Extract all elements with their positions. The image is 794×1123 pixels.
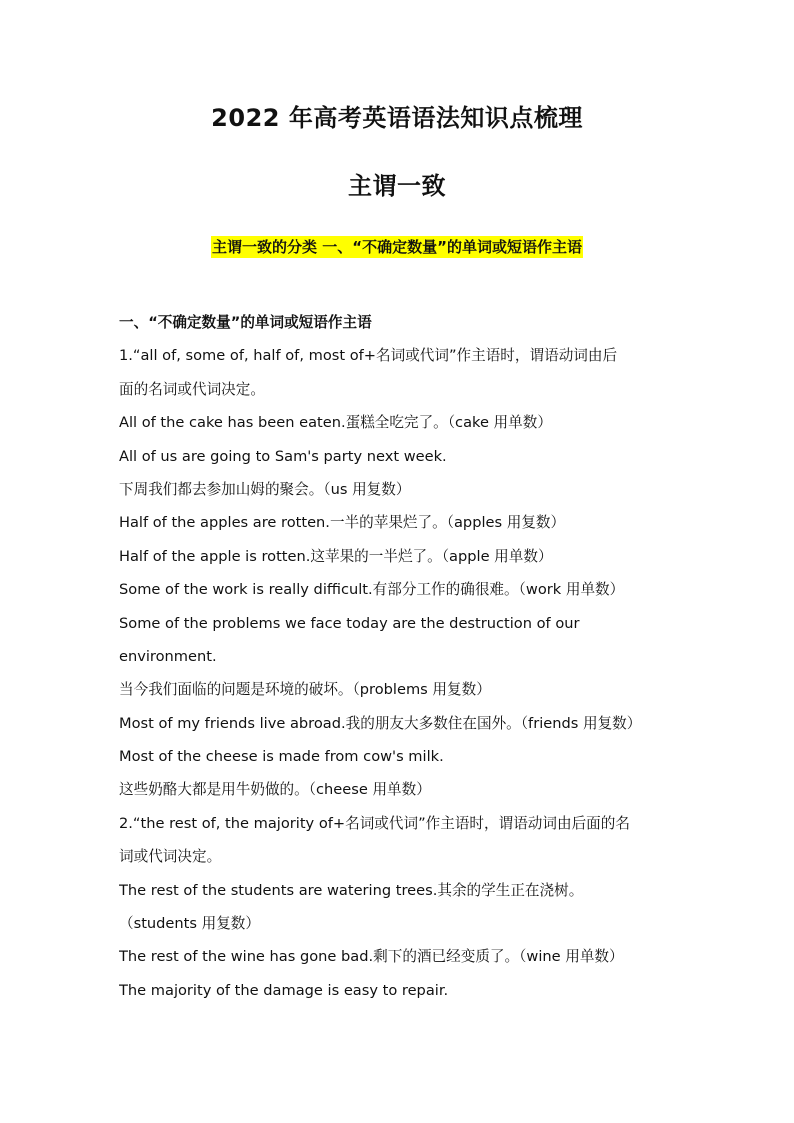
body-line: The majority of the damage is easy to repair. xyxy=(119,981,449,999)
body-line: 词或代词决定。 xyxy=(119,848,222,866)
body-line: environment. xyxy=(119,647,217,665)
document-title: 2022 年高考英语语法知识点梳理 xyxy=(211,104,583,132)
document-subtitle: 主谓一致 xyxy=(348,172,446,200)
body-line: 1.“all of, some of, half of, most of+名词或代词”作主语时，谓语动词由后 xyxy=(119,347,618,365)
section-heading: 一、“不确定数量”的单词或短语作主语 xyxy=(119,314,372,331)
highlight-banner: 主谓一致的分类 一、“不确定数量”的单词或短语作主语 xyxy=(212,238,582,256)
body-line: All of the cake has been eaten.蛋糕全吃完了。（cake 用单数） xyxy=(119,414,552,432)
body-line: 下周我们都去参加山姆的聚会。（us 用复数） xyxy=(119,480,411,498)
body-line: Half of the apple is rotten.这苹果的一半烂了。（apple 用单数） xyxy=(119,547,553,565)
body-line: Most of the cheese is made from cow's milk. xyxy=(119,748,444,766)
body-line: Half of the apples are rotten.一半的苹果烂了。（apples 用复数） xyxy=(119,514,566,532)
highlight-banner-row xyxy=(0,236,794,257)
body-line: 面的名词或代词决定。 xyxy=(119,380,265,398)
body-line: All of us are going to Sam's party next week. xyxy=(119,447,447,465)
body-line: The rest of the students are watering trees.其余的学生正在浇树。 xyxy=(119,881,584,899)
body-line: 这些奶酪大都是用牛奶做的。（cheese 用单数） xyxy=(119,781,431,799)
body-line: Most of my friends live abroad.我的朋友大多数住在国外。（friends 用复数） xyxy=(119,714,642,732)
body-line: The rest of the wine has gone bad.剩下的酒已经变质了。（wine 用单数） xyxy=(119,948,624,966)
body-line: Some of the work is really difficult.有部分工作的确很难。（work 用单数） xyxy=(119,581,625,599)
body-line: （students 用复数） xyxy=(119,915,260,933)
body-line: 当今我们面临的问题是环境的破坏。（problems 用复数） xyxy=(119,681,491,699)
body-line: Some of the problems we face today are the destruction of our xyxy=(119,614,580,632)
document-body xyxy=(119,306,681,1007)
body-line: 2.“the rest of, the majority of+名词或代词”作主语时，谓语动词由后面的名 xyxy=(119,814,630,832)
